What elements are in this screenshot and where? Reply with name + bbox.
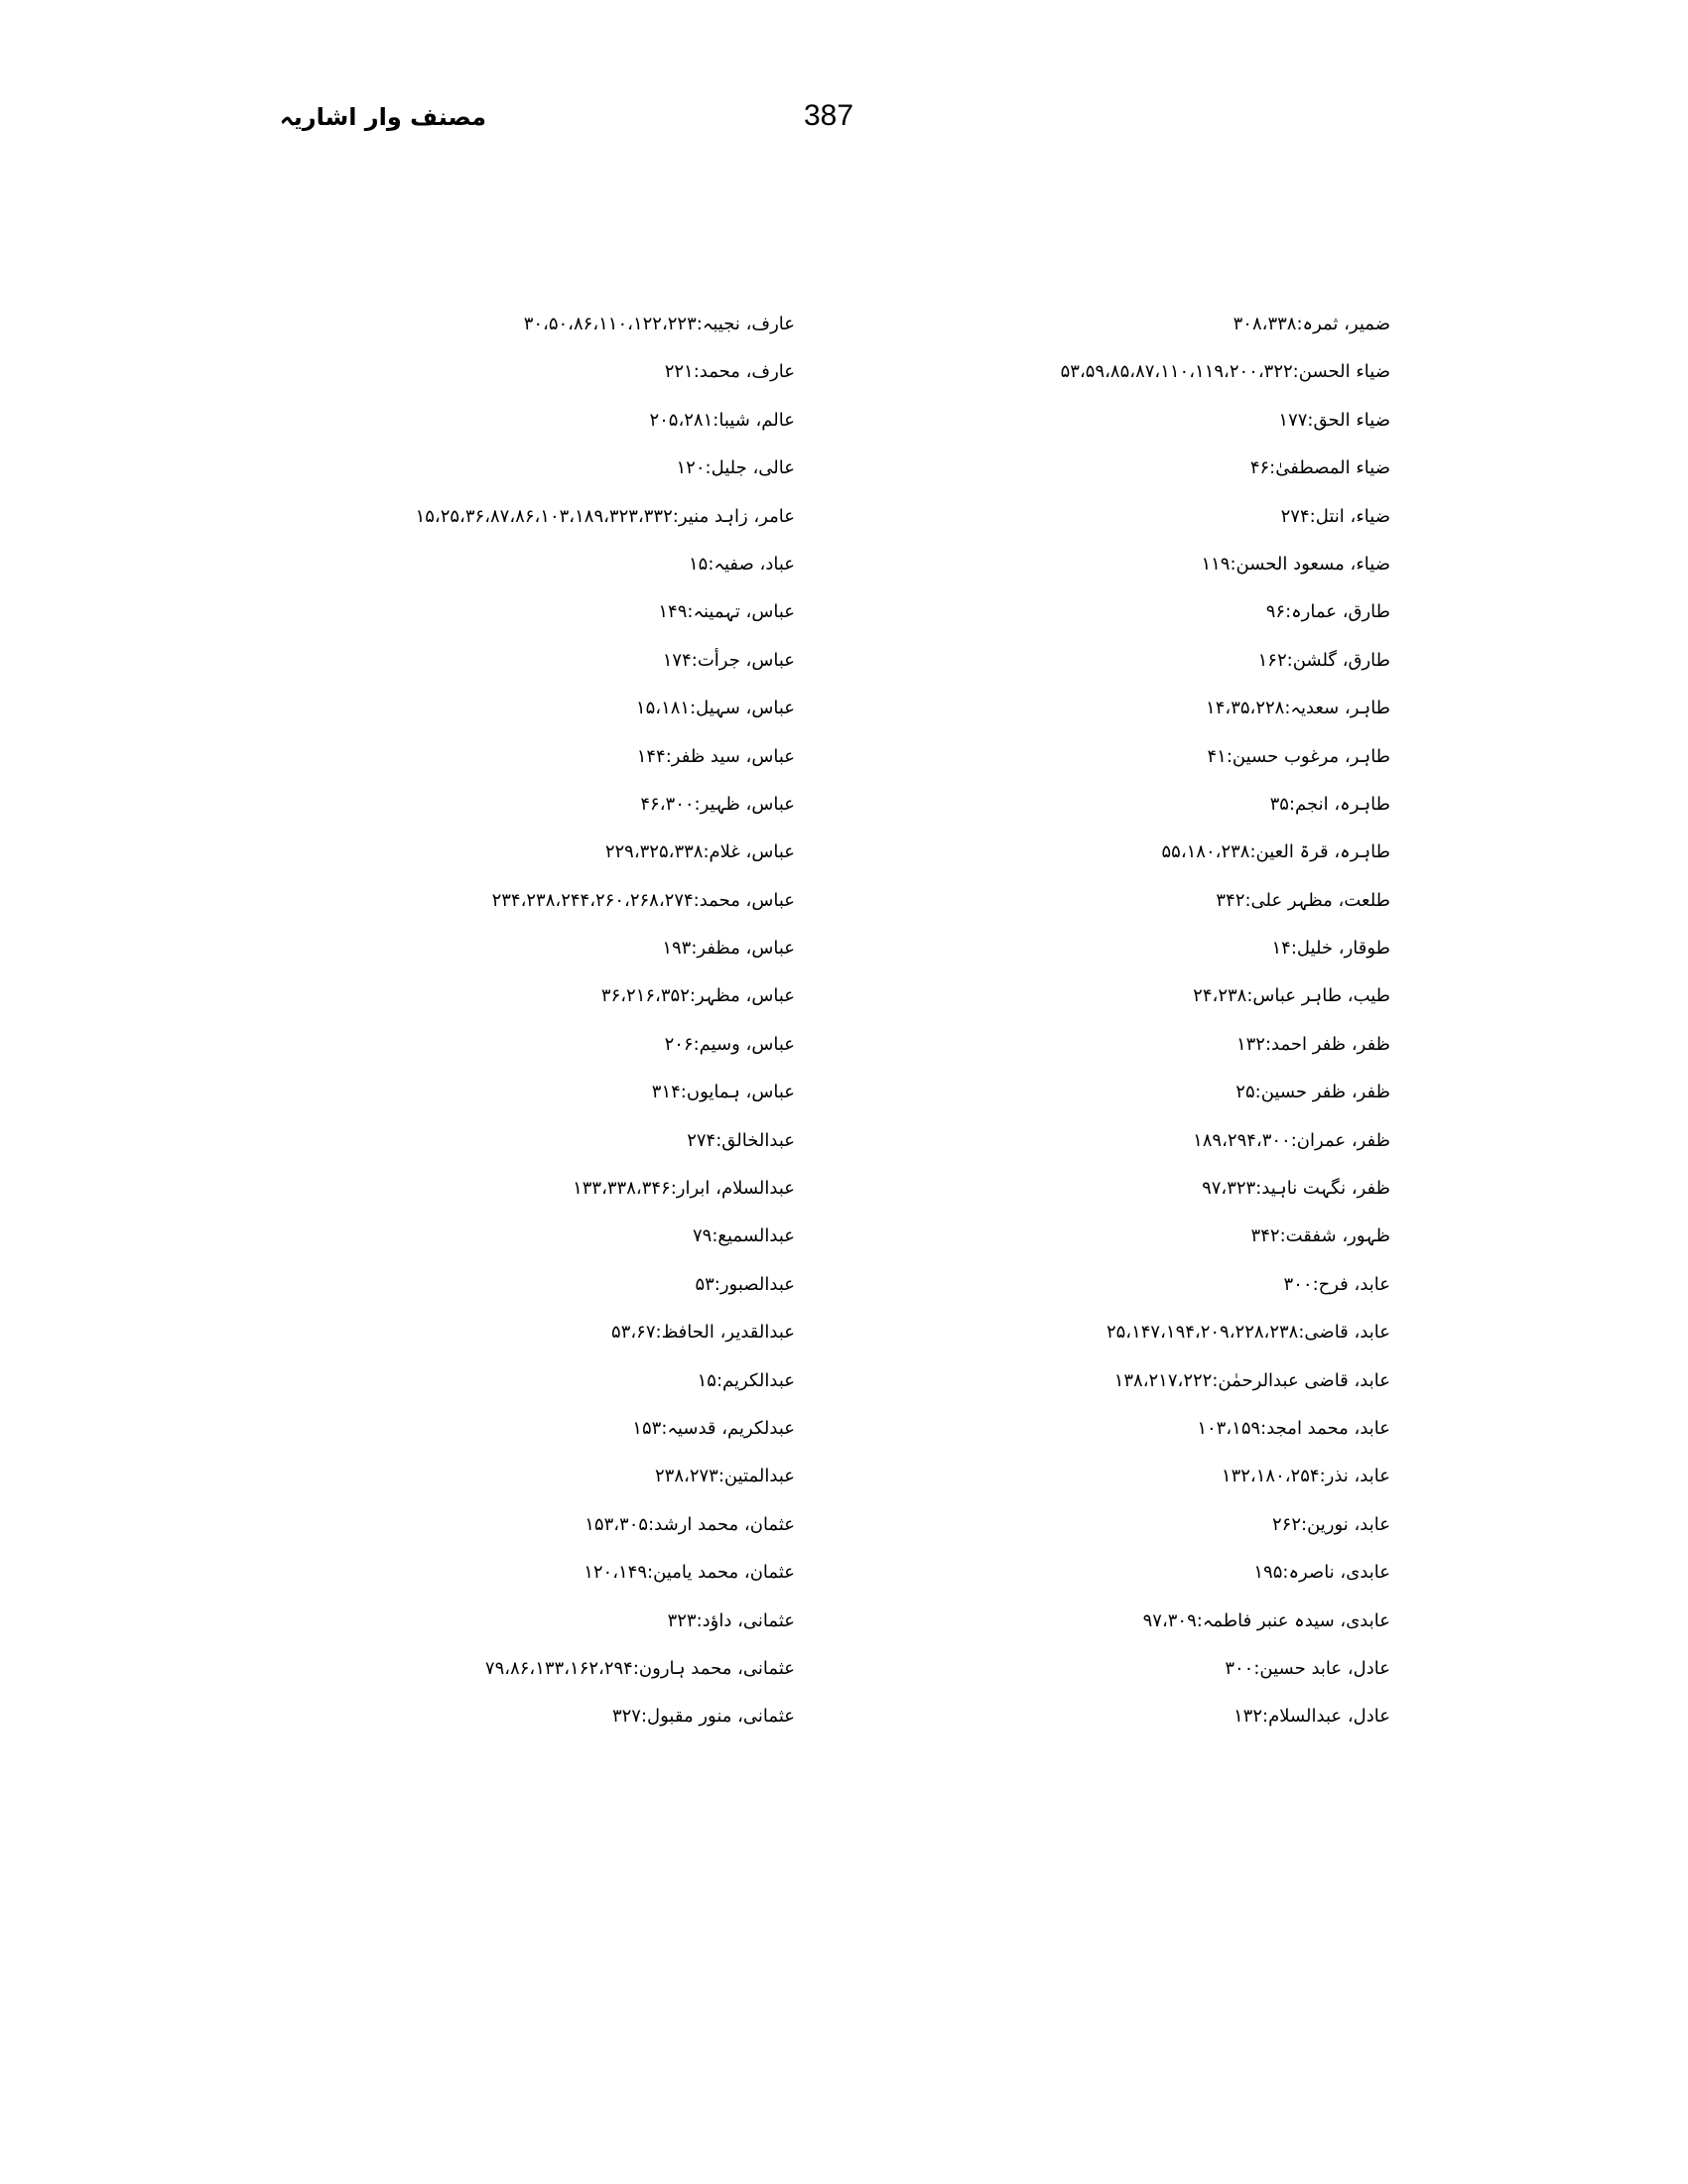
index-entry: ضیاء الحسن:۵۳،۵۹،۸۵،۸۷،۱۱۰،۱۱۹،۲۰۰،۳۲۲ xyxy=(1060,361,1390,383)
index-entry: عباس، ظہیر:۴۶،۳۰۰ xyxy=(640,793,795,815)
index-entry: عباس، سہیل:۱۵،۱۸۱ xyxy=(635,698,795,719)
index-entry: عباس، مظہر:۳۶،۲۱۶،۳۵۲ xyxy=(600,985,795,1007)
index-entry: طارق، عمارہ:۹۶ xyxy=(1265,601,1390,623)
index-entry: عبدالسمیع:۷۹ xyxy=(693,1225,795,1247)
index-entry: طاہرہ، انجم:۳۵ xyxy=(1269,793,1390,815)
index-entry: عامر، زاہد منیر:۱۵،۲۵،۳۶،۸۷،۸۶،۱۰۳،۱۸۹،۳۲۳،۳۳۲ xyxy=(415,505,795,527)
index-entry: ضیاء، انتل:۲۷۴ xyxy=(1280,505,1390,527)
index-entry: عبدالصبور:۵۳ xyxy=(695,1273,795,1295)
index-entry: ظہور، شفقت:۳۴۲ xyxy=(1250,1225,1390,1247)
index-entry: عثمان، محمد یامین:۱۲۰،۱۴۹ xyxy=(584,1562,795,1584)
index-entry: ضیاء المصطفیٰ:۴۶ xyxy=(1249,457,1390,479)
index-entry: عباس، محمد:۲۳۴،۲۳۸،۲۴۴،۲۶۰،۲۶۸،۲۷۴ xyxy=(491,889,795,911)
index-entry: عباس، سید ظفر:۱۴۴ xyxy=(636,745,795,767)
index-entry: عبدلکریم، قدسیہ:۱۵۳ xyxy=(632,1417,795,1439)
index-entry: عابد، نورین:۲۶۲ xyxy=(1271,1513,1390,1535)
running-header-title: مصنف وار اشاریہ xyxy=(279,103,486,131)
index-entry: عباس، جرأت:۱۷۴ xyxy=(662,649,795,671)
index-entry: عبدالخالق:۲۷۴ xyxy=(687,1129,795,1151)
index-entry: طاہرہ، قرۃ العین:۵۵،۱۸۰،۲۳۸ xyxy=(1161,841,1390,863)
index-entry: عابد، نذر:۱۳۲،۱۸۰،۲۵۴ xyxy=(1221,1466,1390,1487)
index-entry: عثمانی، محمد ہارون:۷۹،۸۶،۱۳۳،۱۶۲،۲۹۴ xyxy=(484,1657,795,1679)
index-entry: عبدالقدیر، الحافظ:۵۳،۶۷ xyxy=(611,1322,795,1344)
index-entry: عبدالسلام، ابرار:۱۳۳،۳۳۸،۳۴۶ xyxy=(573,1178,795,1200)
index-column-left xyxy=(239,308,795,1748)
index-entry: طاہر، سعدیہ:۱۴،۳۵،۲۲۸ xyxy=(1206,698,1390,719)
index-entry: عباس، مظفر:۱۹۳ xyxy=(662,938,795,960)
index-entry: عبدالکریم:۱۵ xyxy=(697,1369,795,1391)
index-entry: ظفر، نگہت ناہید:۹۷،۳۲۳ xyxy=(1202,1178,1390,1200)
index-entry: عباس، وسیم:۲۰۶ xyxy=(664,1033,795,1055)
index-entry: عبدالمتین:۲۳۸،۲۷۳ xyxy=(655,1466,795,1487)
index-entry: عابد، فرح:۳۰۰ xyxy=(1283,1273,1390,1295)
index-entry: ظفر، عمران:۱۸۹،۲۹۴،۳۰۰ xyxy=(1193,1129,1390,1151)
index-entry: طارق، گلشن:۱۶۲ xyxy=(1257,649,1390,671)
index-entry: عابدی، سیدہ عنبر فاطمہ:۹۷،۳۰۹ xyxy=(1142,1609,1390,1631)
index-entry: عادل، عابد حسین:۳۰۰ xyxy=(1225,1657,1390,1679)
index-entry: ضیاء الحق:۱۷۷ xyxy=(1278,409,1390,431)
index-entry: عباس، غلام:۲۲۹،۳۲۵،۳۳۸ xyxy=(604,841,795,863)
index-entry: طاہر، مرغوب حسین:۴۱ xyxy=(1207,745,1390,767)
index-entry: عابد، محمد امجد:۱۰۳،۱۵۹ xyxy=(1197,1417,1390,1439)
index-entry: ضمیر، ثمرہ:۳۰۸،۳۳۸ xyxy=(1233,314,1390,334)
index-entry: عالم، شیبا:۲۰۵،۲۸۱ xyxy=(649,409,795,431)
index-entry: عالی، جلیل:۱۲۰ xyxy=(676,457,795,479)
index-entry: عباس، ہمایوں:۳۱۴ xyxy=(651,1082,795,1103)
index-entry: عارف، نجیبہ:۳۰،۵۰،۸۶،۱۱۰،۱۲۲،۲۲۳ xyxy=(523,314,795,334)
index-entry: طلعت، مظہر علی:۳۴۲ xyxy=(1216,889,1390,911)
index-entry: عثمانی، داؤد:۳۲۳ xyxy=(667,1609,795,1631)
index-entry: طیب، طاہر عباس:۲۴،۲۳۸ xyxy=(1193,985,1390,1007)
index-entry: عادل، عبدالسلام:۱۳۲ xyxy=(1234,1706,1390,1728)
index-entry: ضیاء، مسعود الحسن:۱۱۹ xyxy=(1201,553,1390,575)
index-entry: طوقار، خلیل:۱۴ xyxy=(1271,938,1390,960)
page-number: 387 xyxy=(804,99,854,132)
index-entry: عثمان، محمد ارشد:۱۵۳،۳۰۵ xyxy=(584,1513,795,1535)
index-entry: عابد، قاضی عبدالرحمٰن:۱۳۸،۲۱۷،۲۲۲ xyxy=(1113,1369,1390,1391)
index-column-right xyxy=(696,308,1390,1748)
index-entry: ظفر، ظفر احمد:۱۳۲ xyxy=(1235,1033,1390,1055)
index-entry: عباس، تہمینہ:۱۴۹ xyxy=(658,601,795,623)
index-entry: عابدی، ناصرہ:۱۹۵ xyxy=(1253,1562,1390,1584)
index-entry: عثمانی، منور مقبول:۳۲۷ xyxy=(611,1706,795,1728)
index-entry: ظفر، ظفر حسین:۲۵ xyxy=(1235,1082,1390,1103)
index-entry: عابد، قاضی:۲۵،۱۴۷،۱۹۴،۲۰۹،۲۲۸،۲۳۸ xyxy=(1105,1322,1390,1344)
index-entry: عباد، صفیہ:۱۵ xyxy=(689,553,795,575)
index-entry: عارف، محمد:۲۲۱ xyxy=(664,361,795,383)
